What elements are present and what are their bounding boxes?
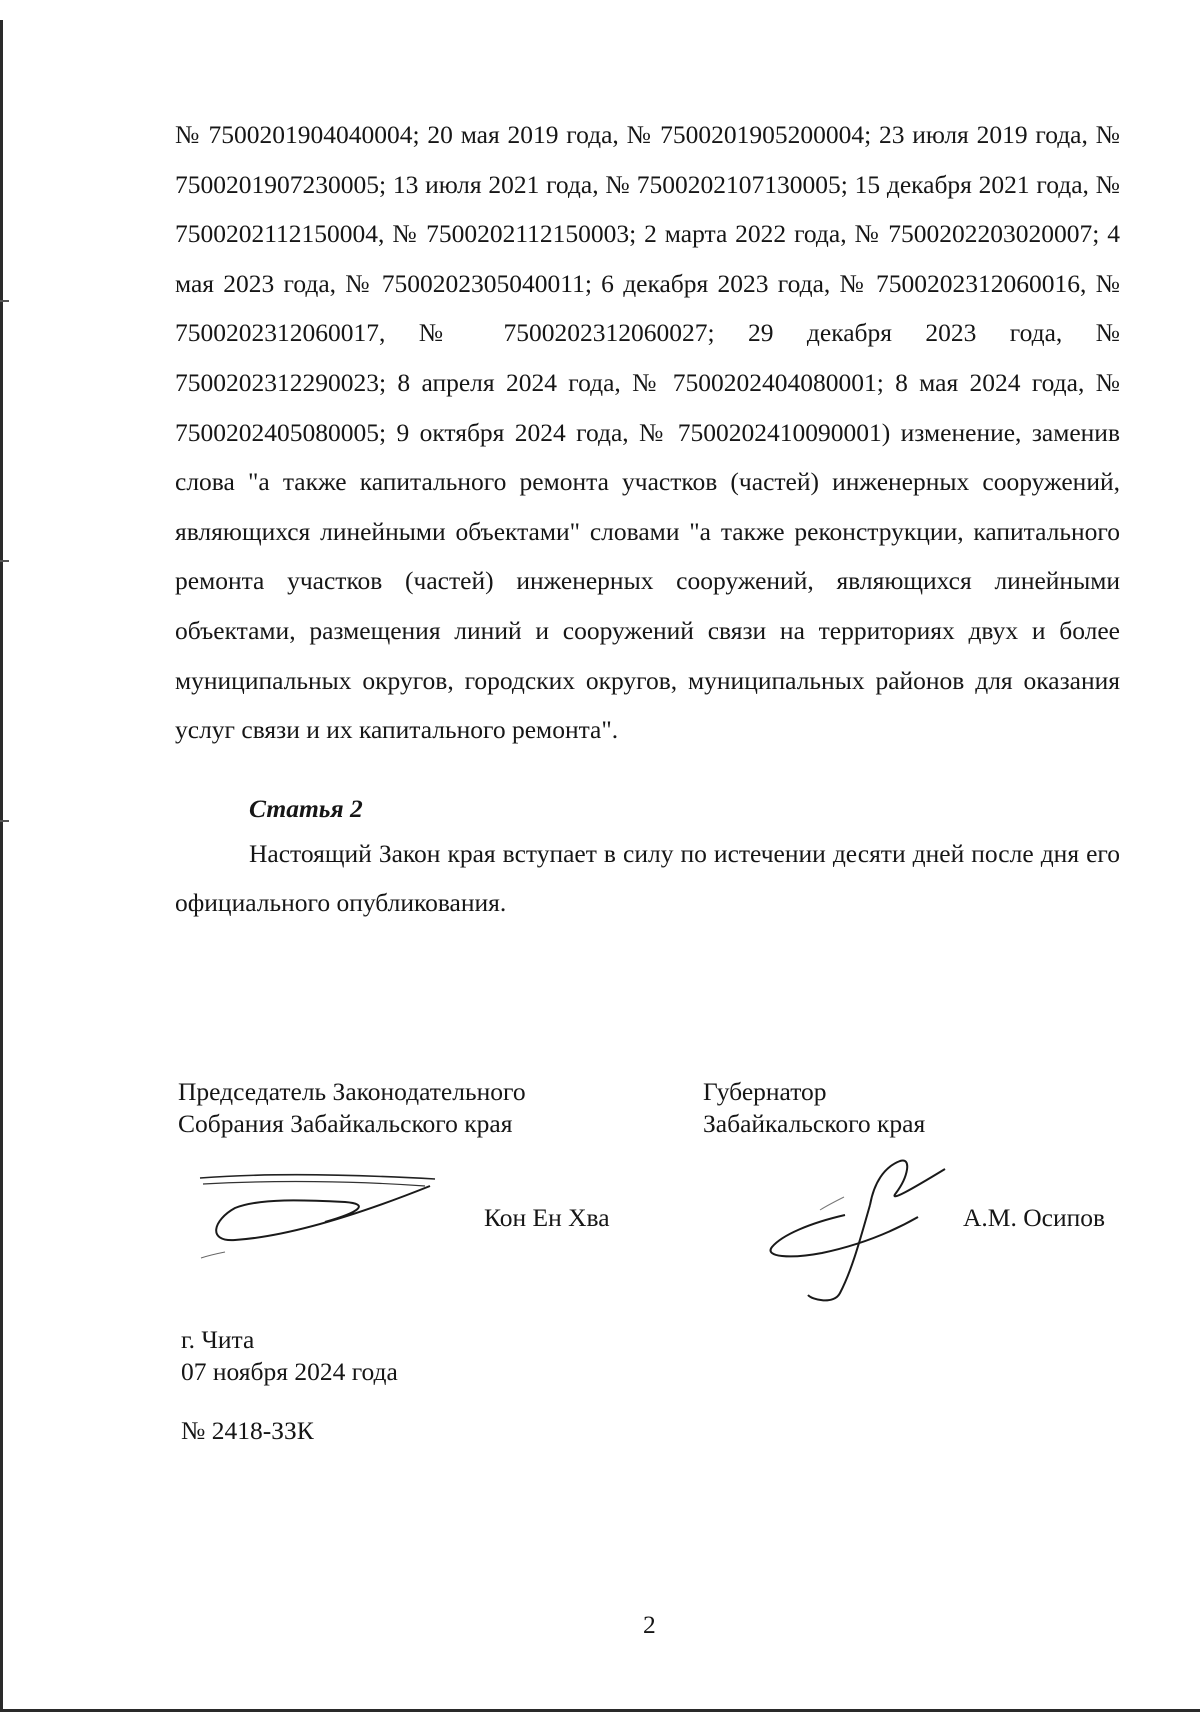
scan-mark xyxy=(0,820,9,822)
right-signatory-title xyxy=(703,1076,925,1140)
date: 07 ноября 2024 года xyxy=(181,1357,398,1386)
document-body xyxy=(175,110,1120,928)
place: г. Чита xyxy=(181,1325,255,1354)
left-signatory-title-line1: Председатель Законодательного xyxy=(178,1077,526,1106)
left-handwritten-signature xyxy=(195,1170,445,1270)
signature-section xyxy=(0,1070,1200,1310)
right-handwritten-signature xyxy=(760,1155,960,1310)
scan-mark xyxy=(0,560,9,562)
right-signatory-name: А.М. Осипов xyxy=(963,1203,1106,1232)
left-signatory-title xyxy=(178,1076,526,1140)
left-signatory-name: Кон Ен Хва xyxy=(484,1203,610,1232)
article-text: Настоящий Закон края вступает в силу по истечении десяти дней после дня его официального опубликования. xyxy=(175,838,1120,918)
place-and-date xyxy=(181,1324,398,1388)
right-signatory-title-line1: Губернатор xyxy=(703,1077,827,1106)
right-signatory-title-line2: Забайкальского края xyxy=(703,1109,926,1138)
left-signatory-title-line2: Собрания Забайкальского края xyxy=(178,1109,513,1138)
law-number: № 2418-ЗЗК xyxy=(181,1416,314,1445)
page-number: 2 xyxy=(643,1610,656,1639)
article-heading: Статья 2 xyxy=(249,793,363,823)
paragraph-continuation: № 7500201904040004; 20 мая 2019 года, № 7500201905200004; 23 июля 2019 года, № 7500201907230005; 13 июля 2021 года, № 7500202107130005; 15 декабря 2021 года, № 7500202112150004, № 7500202112150003; 2 марта 2022 года, № 7500202203020007; 4 мая 2023 года, № 7500202305040011; 6 декабря 2023 года, № 7500202312060016, № 7500202312060017, № 7500202312060027; 29 декабря 2023 года, № 7500202312290023; 8 апреля 2024 года, № 7500202404080001; 8 мая 2024 года, № 7500202405080005; 9 октября 2024 года, № 7500202410090001) изменение, заменив слова "а также капитального ремонта участков (частей) инженерных сооружений, являющихся линейными объектами" словами "а также реконструкции, капитального ремонта участков (частей) инженерных сооружений, являющихся линейными объектами, размещения линий и сооружений связи на территориях двух и более муниципальных округов, городских округов, муниципальных районов для оказания услуг связи и их капитального ремонта". xyxy=(175,120,1120,745)
scan-mark xyxy=(0,300,9,302)
scan-edge-left xyxy=(0,20,3,1712)
